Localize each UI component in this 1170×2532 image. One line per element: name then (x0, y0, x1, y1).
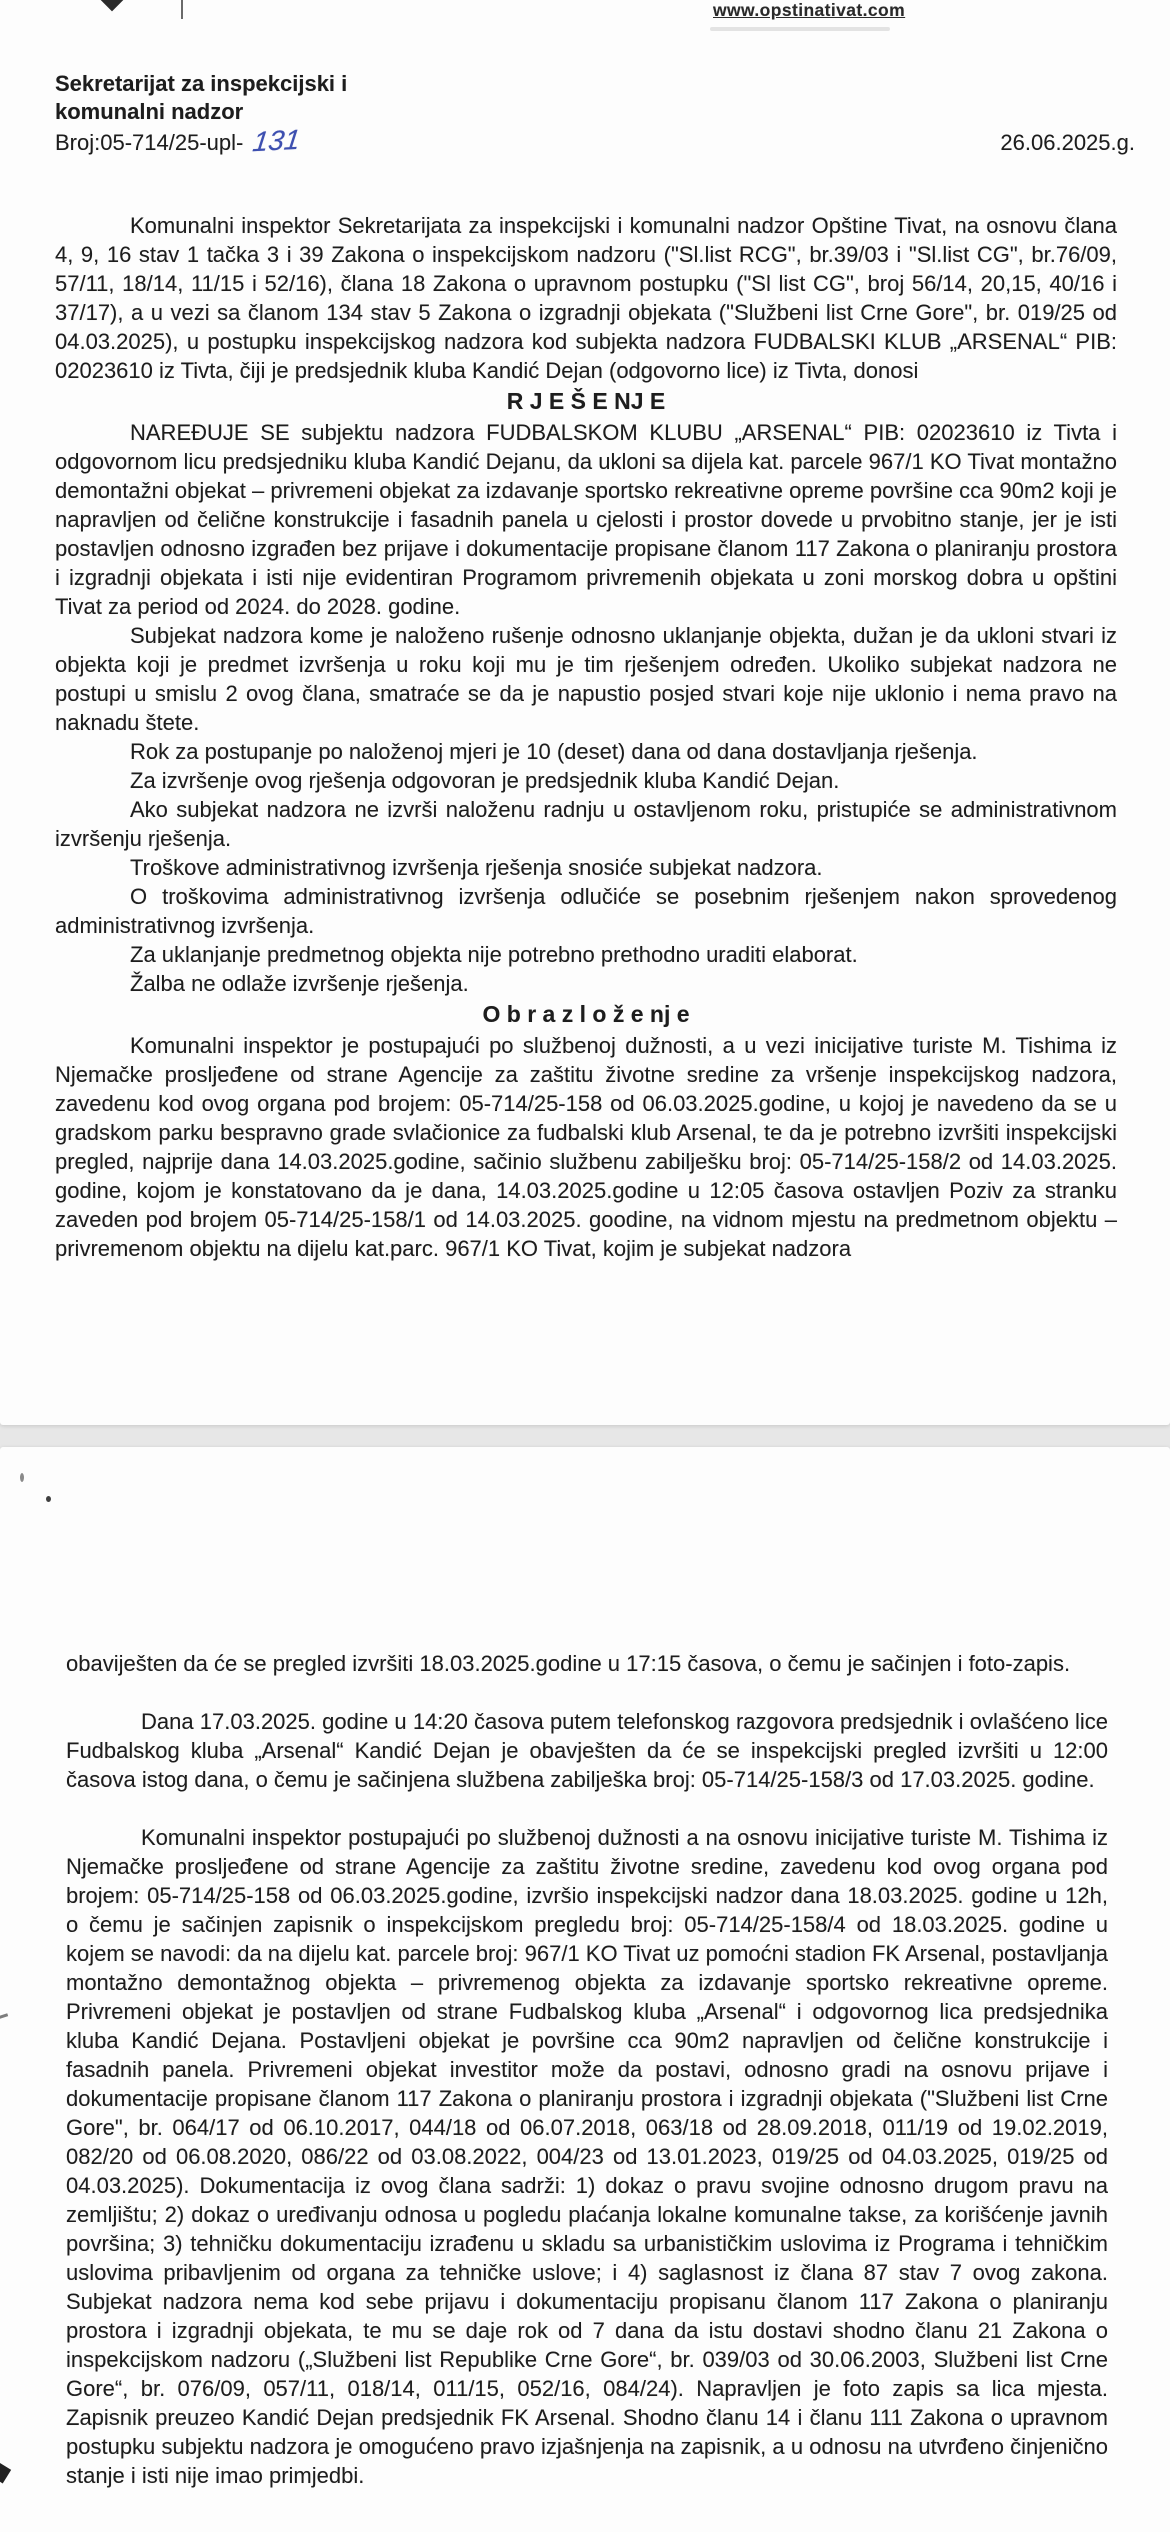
handwritten-case-number: 131 (251, 123, 303, 158)
rationale-paragraph: Komunalni inspektor je postupajući po službenoj dužnosti, a u vezi inicijative turiste M. Tishima iz Njemačke prosljeđene od strane Agencije za zaštitu životne sredine za vršenje inspekcijskog nadzora, zavedenu kod ovog organa pod brojem: 05-714/25-158 od 06.03.2025.godine, u kojoj je navedeno da se u gradskom parku bespravno grade svlačionice za fudbalski klub Arsenal, te da je potrebno izvršiti inspekcijski pregled, najprije dana 14.03.2025.godine, sačinio službenu zabilješku broj: 05-714/25-158/2 od 14.03.2025. godine, kojom je konstatovano da je dana, 14.03.2025.godine u 12:05 časova ostavljen Poziv za stranku zaveden pod brojem 05-714/25-158/1 od 14.03.2025. goodine, na vidnom mjestu na predmetnom objektu – privremenom objektu na dijelu kat.parc. 967/1 KO Tivat, kojim je subjekat nadzora (55, 1033, 1117, 1261)
scan-artifact (0, 2463, 11, 2484)
scan-speck (20, 1473, 24, 1482)
order-paragraph: Rok za postupanje po naloženoj mjeri je 10 (deset) dana od dana dostavljanja rješenja. (130, 739, 978, 764)
pen-mark (0, 645, 21, 680)
letterhead-divider-line (181, 0, 183, 19)
pen-mark (0, 2013, 8, 2020)
page2-body (66, 1649, 1108, 2490)
section-heading-obrazlozenje: O b r a z l o ž e nj e (482, 1001, 690, 1027)
intro-paragraph: Komunalni inspektor Sekretarijata za inspekcijski i komunalni nadzor Opštine Tivat, na osnovu člana 4, 9, 16 stav 1 tačka 3 i 39 Zakona o inspekcijskom nadzoru ("Sl.list RCG", br.39/03 i "Sl.list CG", br.76/09, 57/11, 18/14, 11/15 i 52/16), člana 18 Zakona o upravnom postupku ("Sl list CG", broj 56/14, 20,15, 40/16 i 37/17), a u vezi sa članom 134 stav 5 Zakona o izgradnji objekata ("Službeni list Crne Gore", br. 019/25 od 04.03.2025), u postupku inspekcijskog nadzora kod subjekta nadzora FUDBALSKI KLUB „ARSENAL“ PIB: 02023610 iz Tivta, čiji je predsjednik kluba Kandić Dejan (odgovorno lice) iz Tivta, donosi (55, 213, 1117, 383)
department-title (55, 70, 1170, 126)
section-heading-rjesenje: R J E Š E NJ E (506, 388, 666, 414)
case-number-row (55, 123, 1135, 158)
document-page-2 (0, 1447, 1170, 2532)
pen-mark (0, 293, 21, 328)
case-number-label: Broj:05-714/25-upl- (55, 130, 244, 155)
department-title-line2: komunalni nadzor (55, 99, 244, 124)
scan-shadow-line (710, 27, 890, 31)
document-date: 26.06.2025.g. (1000, 130, 1135, 155)
page1-body (55, 211, 1117, 1263)
order-paragraph: O troškovima administrativnog izvršenja odlučiće se posebnim rješenjem nakon sprovedenog administrativnog izvršenja. (55, 884, 1117, 938)
letterhead-logo-fragment (101, 0, 124, 11)
order-paragraph: Za izvršenje ovog rješenja odgovoran je predsjednik kluba Kandić Dejan. (130, 768, 840, 793)
order-paragraph: Žalba ne odlaže izvršenje rješenja. (130, 971, 469, 996)
order-paragraph: Troškove administrativnog izvršenja rješenja snosiće subjekat nadzora. (130, 855, 823, 880)
phone-call-paragraph: Dana 17.03.2025. godine u 14:20 časova putem telefonskog razgovora predsjednik i ovlašćeno lice Fudbalskog kluba „Arsenal“ Kandić Dejan je obavješten da će se inspekcijski pregled izvršiti u 12:00 časova istog dana, o čemu je sačinjena službena zabilješka broj: 05-714/25-158/3 od 17.03.2025. godine. (66, 1709, 1108, 1792)
order-paragraph: NAREĐUJE SE subjektu nadzora FUDBALSKOM KLUBU „ARSENAL“ PIB: 02023610 iz Tivta i odgovornom licu predsjedniku kluba Kandić Dejanu, da ukloni sa dijela kat. parcele 967/1 KO Tivat montažno demontažni objekat – privremeni objekat za izdavanje sportsko rekreativne opreme površine cca 90m2 koji je napravljen od čelične konstrukcije i fasadnih panela u cjelosti i prostor dovede u prvobitno stanje, jer je isti postavljen odnosno izgrađen bez prijave i dokumentacije propisane članom 117 Zakona o planiranju prostora i izgradnji objekata i isti nije evidentiran Programom privremenih objekata u zoni morskog dobra u opštini Tivat za period od 2024. do 2028. godine. (55, 420, 1117, 619)
continuation-paragraph: obaviješten da će se pregled izvršiti 18.03.2025.godine u 17:15 časova, o čemu je sačinjen i foto-zapis. (66, 1651, 1071, 1676)
letterhead-website-url: www.opstinativat.com (713, 0, 906, 20)
scan-speck (46, 1496, 51, 1502)
order-paragraph: Ako subjekat nadzora ne izvrši naloženu radnju u ostavljenom roku, pristupiće se administrativnom izvršenju rješenja. (55, 797, 1117, 851)
case-number (55, 123, 303, 158)
department-title-line1: Sekretarijat za inspekcijski i (55, 71, 348, 96)
order-paragraph: Za uklanjanje predmetnog objekta nije potrebno prethodno uraditi elaborat. (130, 942, 858, 967)
inspection-paragraph: Komunalni inspektor postupajući po službenoj dužnosti a na osnovu inicijative turiste M. Tishima iz Njemačke prosljeđene od strane Agencije za zaštitu životne sredine, zavedenu kod ovog organa pod brojem: 05-714/25-158 od 06.03.2025.godine, izvršio inspekcijski nadzor dana 18.03.2025. godine u 12h, o čemu je sačinjen zapisnik o inspekcijskom pregledu broj: 05-714/25-158/4 od 18.03.2025. godine u kojem se navodi: da na dijelu kat. parcele broj: 967/1 KO Tivat uz pomoćni stadion FK Arsenal, postavljanja montažno demontažnog objekta – privremenog objekta za izdavanje sportsko rekreativne opreme. Privremeni objekat je postavljen od strane Fudbalskog kluba „Arsenal“ i odgovornog lica predsjednika kluba Kandić Dejana. Postavljeni objekat je površine cca 90m2 napravljen od čelične konstrukcije i fasadnih panela. Privremeni objekat investitor može da postavi, odnosno gradi na osnovu prijave i dokumentacije propisane članom 117 Zakona o planiranju prostora i izgradnji objekata ("Službeni list Crne Gore", br. 064/17 od 06.10.2017, 044/18 od 06.07.2018, 063/18 od 28.09.2018, 011/19 od 19.02.2019, 082/20 od 06.08.2020, 086/22 od 03.08.2022, 004/23 od 13.01.2023, 019/25 od 04.03.2025, 019/25 od 04.03.2025). Dokumentacija iz ovog člana sadrži: 1) dokaz o pravu svojine odnosno drugom pravu na zemljištu; 2) dokaz o uređivanju odnosa u pogledu plaćanja lokalne komunalne takse, za korišćenje javnih površina; 3) tehničku dokumentaciju izrađenu u skladu sa urbanističkim uslovima iz Programa i tehničkim uslovima pribavljenim od organa za tehničke uslove; i 4) saglasnost iz člana 87 stav 7 ovog zakona. Subjekat nadzora nema kod sebe prijavu i dokumentaciju propisanu članom 117 Zakona o planiranju prostora i izgradnji objekata, te mu se daje rok od 7 dana da istu dostavi shodno članu 21 Zakona o inspekcijskom nadzoru („Službeni list Republike Crne Gore“, br. 039/03 od 30.06.2003, Službeni list Crne Gore“, br. 076/09, 057/11, 018/14, 011/15, 052/16, 084/24). Napravljen je foto zapis sa lica mjesta. Zapisnik preuzeo Kandić Dejan predsjednik FK Arsenal. Shodno članu 14 i članu 111 Zakona o upravnom postupku subjektu nadzora je omogućeno pravo izjašnjenja na zapisnik, a u odnosu na utvrđeno činjenično stanje i isti nije imao primjedbi. (66, 1825, 1108, 2488)
order-paragraph: Subjekat nadzora kome je naloženo rušenje odnosno uklanjanje objekta, dužan je da ukloni stvari iz objekta koji je predmet izvršenja u roku koji mu je tim rješenjem određen. Ukoliko subjekat nadzora ne postupi u smislu 2 ovog člana, smatraće se da je napustio posjed stvari koje nije uklonio i nema pravo na naknadu štete. (55, 623, 1117, 735)
